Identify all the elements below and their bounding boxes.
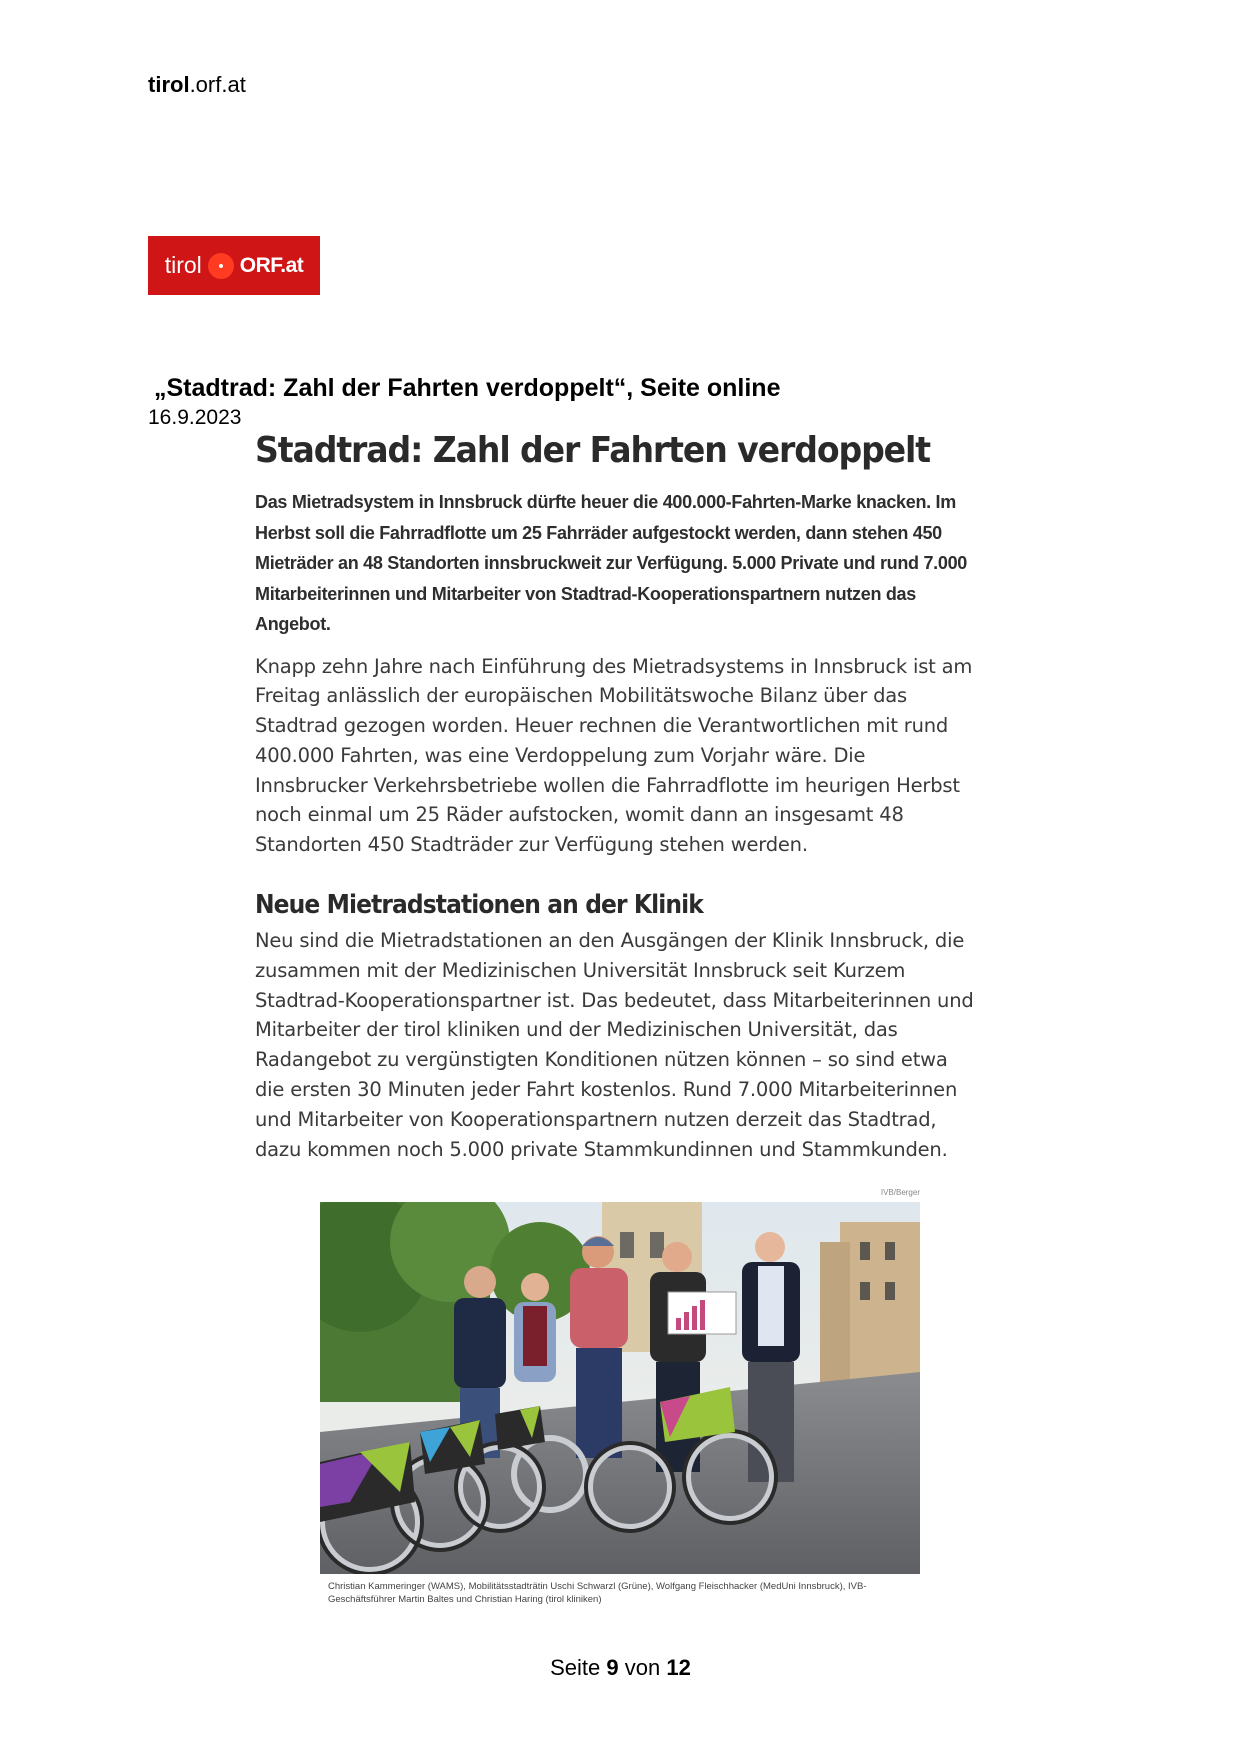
article-subheading: Neue Mietradstationen an der Klinik	[255, 890, 703, 921]
footer-prefix: Seite	[550, 1655, 601, 1680]
orf-ring-icon	[208, 253, 234, 279]
tirol-orf-logo	[148, 236, 320, 295]
logo-tirol-text: tirol	[164, 252, 202, 278]
document-title: „Stadtrad: Zahl der Fahrten verdoppelt“, Seite online	[154, 374, 781, 402]
article-paragraph-2: Neu sind die Mietradstationen an den Ausgängen der Klinik Innsbruck, die zusammen mit der Medizinischen Universität Innsbruck seit Kurzem Stadtrad-Kooperationspartner ist. Das bedeutet, dass Mitarbeiterinnen und Mitarbeiter der tirol kliniken und der Medizinischen Universität, das Radangebot zu vergünstigten Konditionen nützen können – so sind etwa die ersten 30 Minuten jeder Fahrt kostenlos. Rund 7.000 Mitarbeiterinnen und Mitarbeiter von Kooperationspartnern nutzen derzeit das Stadtrad, dazu kommen noch 5.000 private Stammkundinnen und Stammkunden.	[255, 929, 974, 1161]
source-rest: .orf.at	[189, 72, 246, 97]
footer-middle: von	[624, 1655, 661, 1680]
logo-orf-text: ORF.at	[239, 253, 304, 277]
footer-total-pages: 12	[666, 1655, 691, 1680]
article-paragraph-1: Knapp zehn Jahre nach Einführung des Mietradsystems in Innsbruck ist am Freitag anlässlich der europäischen Mobilitätswoche Bilanz über das Stadtrad gezogen worden. Heuer rechnen die Verantwortlichen mit rund 400.000 Fahrten, was eine Verdoppelung zum Vorjahr wäre. Die Innsbrucker Verkehrsbetriebe wollen die Fahrradflotte im heurigen Herbst noch einmal um 25 Räder aufstocken, womit dann an insgesamt 48 Standorten 450 Stadträder zur Verfügung stehen werden.	[255, 654, 973, 857]
page-footer	[0, 1655, 1241, 1681]
photo-credit: IVB/Berger	[880, 1188, 920, 1197]
article-photo	[320, 1202, 920, 1574]
footer-page-number: 9	[606, 1655, 619, 1680]
article-headline: Stadtrad: Zahl der Fahrten verdoppelt	[255, 430, 931, 471]
article-lead: Das Mietradsystem in Innsbruck dürfte heuer die 400.000-Fahrten-Marke knacken. Im Herbst soll die Fahrradflotte um 25 Fahrräder aufgestockt werden, dann stehen 450 Mieträder an 48 Standorten innsbruckweit zur Verfügung. 5.000 Private und rund 7.000 Mitarbeiterinnen und Mitarbeiter von Stadtrad-Kooperationspartnern nutzen das Angebot.	[255, 492, 967, 634]
photo-caption: Christian Kammeringer (WAMS), Mobilitätsstadträtin Uschi Schwarzl (Grüne), Wolfgang Fleischhacker (MedUni Innsbruck), IVB-Geschäftsführer Martin Baltes und Christian Haring (tirol kliniken)	[328, 1581, 867, 1605]
source-url	[148, 72, 246, 98]
article-clipping	[255, 430, 975, 1164]
source-bold: tirol	[148, 72, 190, 97]
document-date: 16.9.2023	[148, 406, 242, 429]
